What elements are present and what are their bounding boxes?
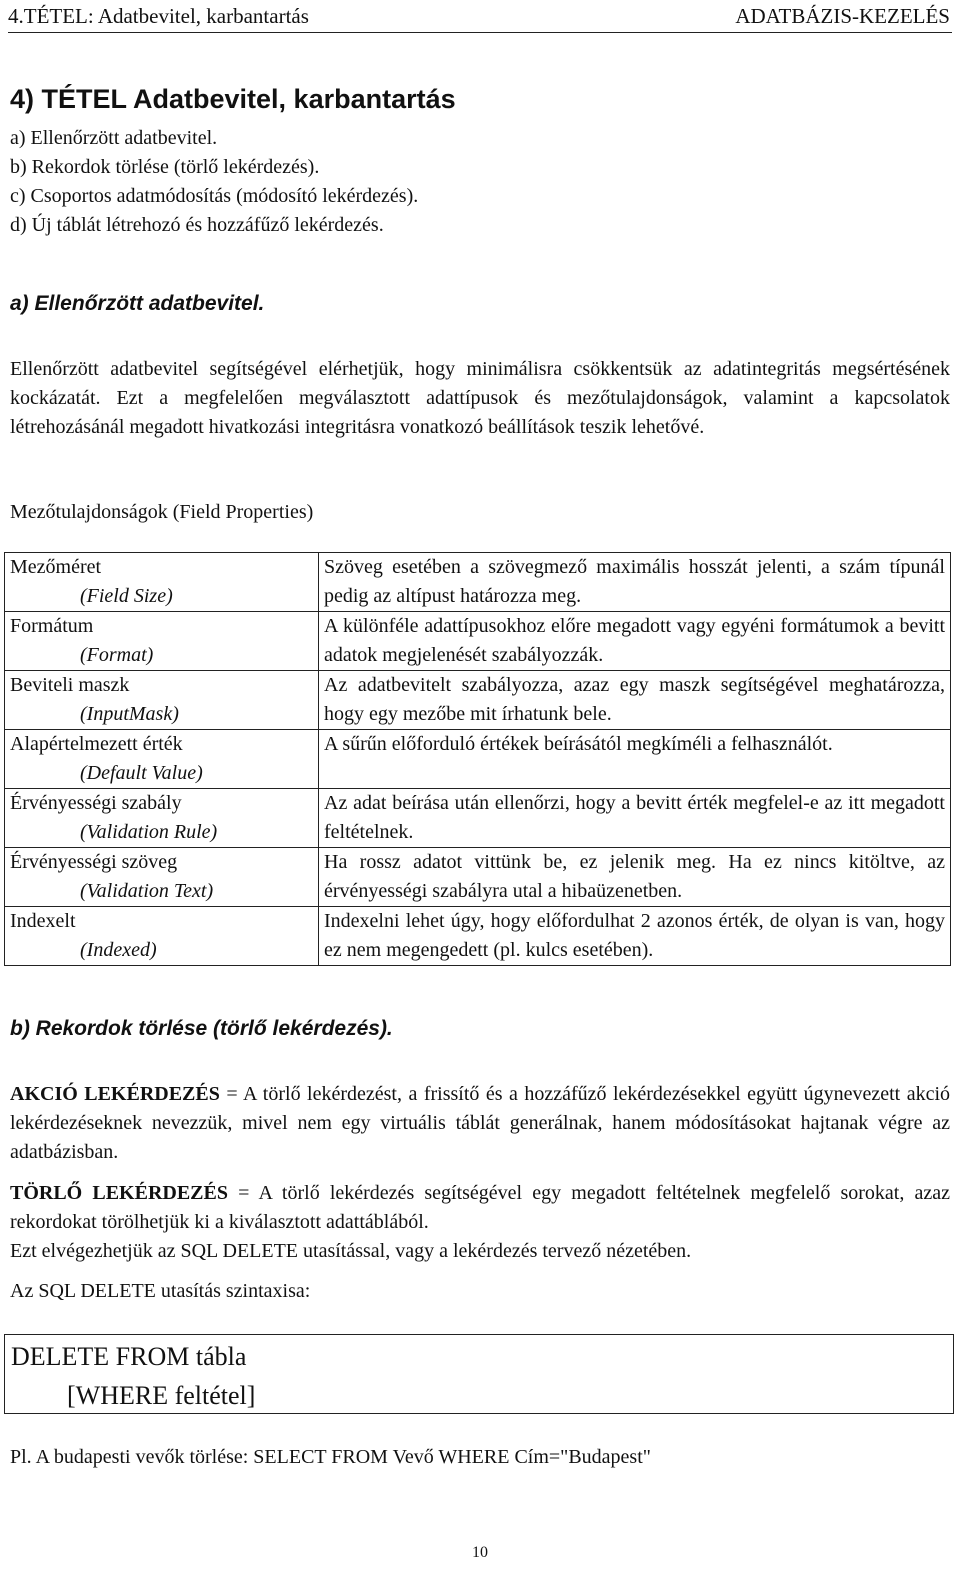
property-name: Érvényességi szabály <box>10 792 182 814</box>
section-a-heading: a) Ellenőrzött adatbevitel. <box>10 292 265 315</box>
page-header <box>8 2 952 33</box>
list-item: d) Új táblát létrehozó és hozzáfűző lekérdezés. <box>10 214 384 236</box>
property-name-cell <box>5 789 319 848</box>
action-query-text: = A törlő lekérdezést, a frissítő és a hozzáfűző lekérdezésekkel együtt úgynevezett akció lekérdezéseknek nevezzük, mivel nem egy virtuális táblát generálnak, hanem módosításokat hajtanak végre az adatbázisban. <box>10 1083 950 1163</box>
page-title: 4) TÉTEL Adatbevitel, karbantartás <box>10 84 456 114</box>
property-name: Formátum <box>10 615 94 637</box>
field-properties-title: Mezőtulajdonságok (Field Properties) <box>10 501 314 523</box>
sql-syntax-box <box>4 1334 954 1414</box>
topic-list <box>10 124 418 240</box>
property-english-name: (Field Size) <box>80 585 173 607</box>
delete-query-term: TÖRLŐ LEKÉRDEZÉS <box>10 1182 228 1204</box>
delete-query-paragraph <box>10 1179 950 1237</box>
property-description: Az adatbevitelt szabályozza, azaz egy maszk segítségével meghatározza, hogy egy mezőbe mit írhatunk bele. <box>319 671 951 730</box>
property-english-name: (Validation Text) <box>80 880 214 902</box>
property-name: Indexelt <box>10 910 76 932</box>
code-line: [WHERE feltétel] <box>67 1381 256 1410</box>
delete-query-note: Ezt elvégezhetjük az SQL DELETE utasítással, vagy a lekérdezés tervező nézetében. <box>10 1240 692 1262</box>
table-row <box>5 907 951 966</box>
property-description: Indexelni lehet úgy, hogy előfordulhat 2 azonos érték, de olyan is van, hogy ez nem megengedett (pl. kulcs esetében). <box>319 907 951 966</box>
table-row <box>5 612 951 671</box>
property-name-cell <box>5 907 319 966</box>
action-query-term: AKCIÓ LEKÉRDEZÉS <box>10 1083 220 1105</box>
header-subject: ADATBÁZIS-KEZELÉS <box>735 4 950 28</box>
code-line: DELETE FROM tábla <box>11 1342 247 1371</box>
list-item: b) Rekordok törlése (törlő lekérdezés). <box>10 156 320 178</box>
property-english-name: (InputMask) <box>80 703 179 725</box>
property-name-cell <box>5 612 319 671</box>
header-chapter-title: 4.TÉTEL: Adatbevitel, karbantartás <box>8 4 309 28</box>
delete-query-text: = A törlő lekérdezés segítségével egy megadott feltételnek megfelelő sorokat, azaz rekordokat törölhetjük ki a kiválasztott adattáblából. <box>10 1182 950 1233</box>
section-b-heading: b) Rekordok törlése (törlő lekérdezés). <box>10 1017 393 1040</box>
field-properties-table <box>4 552 951 966</box>
section-a-paragraph: Ellenőrzött adatbevitel segítségével elérhetjük, hogy minimálisra csökkentsük az adatintegritás megsértésének kockázatát. Ezt a megfelelően megválasztott adattípusok és mezőtulajdonságok, valamint a kapcsolatok létrehozásánál megadott hivatkozási integritásra vonatkozó beállítások teszik lehetővé. <box>10 358 950 438</box>
property-name: Érvényességi szöveg <box>10 851 178 873</box>
list-item: c) Csoportos adatmódosítás (módosító lekérdezés). <box>10 185 419 207</box>
property-english-name: (Format) <box>80 644 154 666</box>
list-item: a) Ellenőrzött adatbevitel. <box>10 127 218 149</box>
property-description: Szöveg esetében a szövegmező maximális hosszát jelenti, a szám típunál pedig az altípust határozza meg. <box>319 553 951 612</box>
property-name-cell <box>5 730 319 789</box>
property-name: Beviteli maszk <box>10 674 130 696</box>
page-number: 10 <box>472 1544 488 1561</box>
table-row <box>5 730 951 789</box>
property-english-name: (Validation Rule) <box>80 821 218 843</box>
table-row <box>5 789 951 848</box>
table-row <box>5 848 951 907</box>
action-query-paragraph <box>10 1080 950 1167</box>
property-name-cell <box>5 671 319 730</box>
property-name-cell <box>5 553 319 612</box>
property-english-name: (Indexed) <box>80 939 157 961</box>
property-name: Alapértelmezett érték <box>10 733 183 755</box>
property-description: Ha rossz adatot vittünk be, ez jelenik meg. Ha ez nincs kitöltve, az érvényességi szabályra utal a hibaüzenetben. <box>319 848 951 907</box>
property-name-cell <box>5 848 319 907</box>
property-name: Mezőméret <box>10 556 102 578</box>
property-description: A sűrűn előforduló értékek beírásától megkíméli a felhasználót. <box>319 730 951 789</box>
table-row <box>5 671 951 730</box>
property-description: A különféle adattípusokhoz előre megadott vagy egyéni formátumok a bevitt adatok megjelenését szabályozzák. <box>319 612 951 671</box>
property-description: Az adat beírása után ellenőrzi, hogy a bevitt érték megfelel-e az itt megadott feltételnek. <box>319 789 951 848</box>
property-english-name: (Default Value) <box>80 762 203 784</box>
table-row <box>5 553 951 612</box>
syntax-title: Az SQL DELETE utasítás szintaxisa: <box>10 1280 311 1302</box>
example-line: Pl. A budapesti vevők törlése: SELECT FROM Vevő WHERE Cím="Budapest" <box>10 1446 651 1468</box>
